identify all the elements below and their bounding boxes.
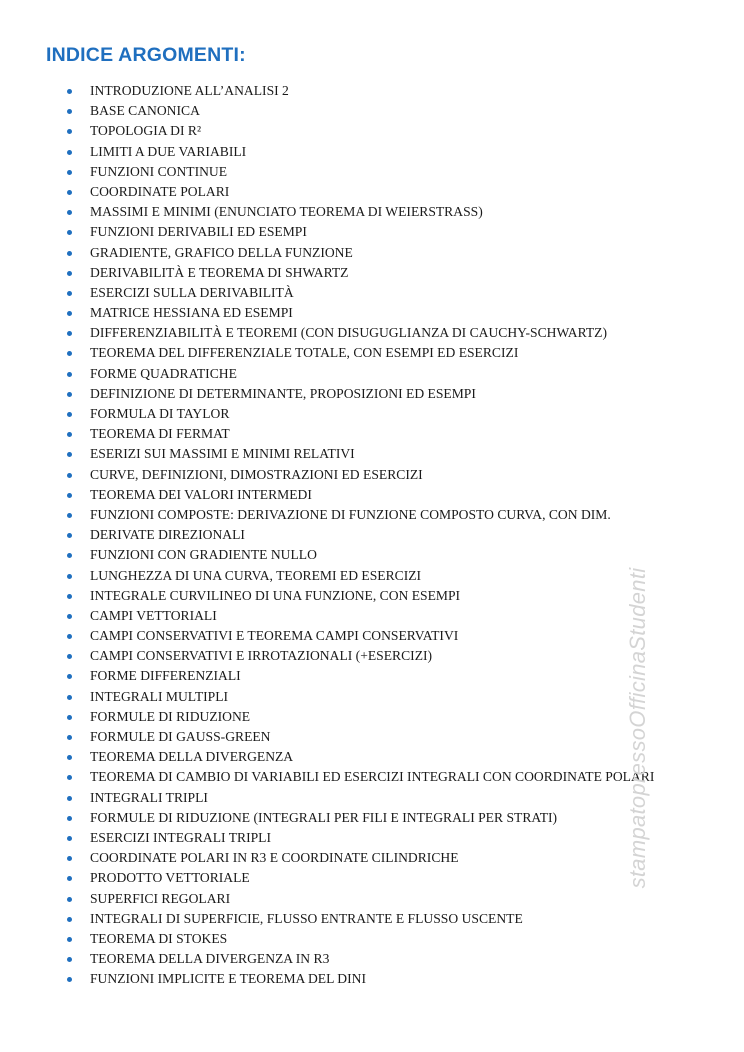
list-item-text: CAMPI CONSERVATIVI E TEOREMA CAMPI CONSERVATIVI bbox=[90, 628, 459, 644]
list-item-text: TEOREMA DEI VALORI INTERMEDI bbox=[90, 486, 312, 502]
bullet-icon bbox=[67, 210, 72, 215]
list-item bbox=[0, 182, 654, 202]
bullet-icon bbox=[67, 674, 72, 679]
list-item-text: DIFFERENZIABILITÀ E TEOREMI (CON DISUGUGLIANZA DI CAUCHY-SCHWARTZ) bbox=[90, 325, 607, 341]
bullet-icon bbox=[67, 856, 72, 861]
bullet-icon bbox=[67, 311, 72, 316]
list-item-text: INTRODUZIONE ALL’ANALISI 2 bbox=[90, 83, 289, 98]
list-item-text: FORMULE DI GAUSS-GREEN bbox=[90, 729, 271, 744]
bullet-icon bbox=[67, 614, 72, 619]
list-item bbox=[0, 545, 654, 565]
bullet-icon bbox=[67, 553, 72, 558]
list-item-text: FUNZIONI IMPLICITE E TEOREMA DEL DINI bbox=[90, 971, 366, 987]
list-item bbox=[0, 101, 654, 121]
list-item-text: FUNZIONI CON GRADIENTE NULLO bbox=[90, 547, 317, 563]
list-item-text: BASE CANONICA bbox=[90, 103, 200, 119]
bullet-icon bbox=[67, 755, 72, 760]
list-item bbox=[0, 969, 654, 989]
list-item bbox=[0, 566, 654, 586]
bullet-icon bbox=[67, 897, 72, 902]
list-item-text: TEOREMA DEL DIFFERENZIALE TOTALE, CON ESEMPI ED ESERCIZI bbox=[90, 345, 519, 361]
bullet-icon bbox=[67, 432, 72, 437]
bullet-icon bbox=[67, 735, 72, 740]
bullet-icon bbox=[67, 372, 72, 377]
list-item bbox=[0, 142, 654, 162]
list-item bbox=[0, 909, 654, 929]
list-item bbox=[0, 889, 654, 909]
list-item-text: INTEGRALE CURVILINEO DI UNA FUNZIONE, CON ESEMPI bbox=[90, 587, 461, 603]
bullet-icon bbox=[67, 291, 72, 296]
list-item bbox=[0, 687, 654, 707]
bullet-icon bbox=[67, 170, 72, 175]
bullet-icon bbox=[67, 129, 72, 134]
bullet-icon bbox=[67, 89, 72, 94]
list-item-text: PRODOTTO VETTORIALE bbox=[90, 870, 250, 886]
list-item bbox=[0, 81, 654, 101]
list-item-text: CURVE, DEFINIZIONI, DIMOSTRAZIONI ED ESERCIZI bbox=[90, 466, 423, 482]
list-item bbox=[0, 424, 654, 444]
list-item bbox=[0, 465, 654, 485]
bullet-icon bbox=[67, 493, 72, 498]
bullet-icon bbox=[67, 412, 72, 417]
list-item bbox=[0, 929, 654, 949]
list-item bbox=[0, 646, 654, 666]
list-item bbox=[0, 303, 654, 323]
bullet-icon bbox=[67, 230, 72, 235]
bullet-icon bbox=[67, 977, 72, 982]
list-item bbox=[0, 222, 654, 242]
list-item bbox=[0, 444, 654, 464]
list-item-text: DERIVABILITÀ E TEOREMA DI SHWARTZ bbox=[90, 264, 349, 280]
bullet-icon bbox=[67, 150, 72, 155]
list-item bbox=[0, 343, 654, 363]
list-item-text: COORDINATE POLARI bbox=[90, 183, 230, 199]
list-item-text: ESERIZI SUI MASSIMI E MINIMI RELATIVI bbox=[90, 446, 355, 462]
list-item-text: FORMULE DI RIDUZIONE (INTEGRALI PER FILI E INTEGRALI PER STRATI) bbox=[90, 809, 558, 825]
list-item bbox=[0, 404, 654, 424]
bullet-icon bbox=[67, 816, 72, 821]
list-item bbox=[0, 828, 654, 848]
list-item-text: LUNGHEZZA DI UNA CURVA, TEOREMI ED ESERCIZI bbox=[90, 567, 422, 583]
bullet-icon bbox=[67, 392, 72, 397]
bullet-icon bbox=[67, 513, 72, 518]
list-item bbox=[0, 586, 654, 606]
bullet-icon bbox=[67, 574, 72, 579]
list-item bbox=[0, 323, 654, 343]
list-item bbox=[0, 727, 654, 747]
list-item-text: GRADIENTE, GRAFICO DELLA FUNZIONE bbox=[90, 244, 353, 260]
list-item-text: TEOREMA DELLA DIVERGENZA IN R3 bbox=[90, 951, 330, 967]
list-item-text: FUNZIONI CONTINUE bbox=[90, 163, 228, 179]
list-item-text: CAMPI CONSERVATIVI E IRROTAZIONALI (+ESERCIZI) bbox=[90, 648, 433, 664]
list-item-text: COORDINATE POLARI IN R3 E COORDINATE CILINDRICHE bbox=[90, 850, 459, 866]
bullet-icon bbox=[67, 271, 72, 276]
bullet-icon bbox=[67, 796, 72, 801]
list-item-text: DERIVATE DIREZIONALI bbox=[90, 527, 245, 543]
bullet-icon bbox=[67, 836, 72, 841]
bullet-icon bbox=[67, 331, 72, 336]
list-item bbox=[0, 707, 654, 727]
list-item-text: INTEGRALI TRIPLI bbox=[90, 789, 208, 805]
bullet-icon bbox=[67, 695, 72, 700]
list-item-text: FUNZIONI COMPOSTE: DERIVAZIONE DI FUNZIONE COMPOSTO CURVA, CON DIM. bbox=[90, 506, 611, 522]
list-item-text: FORME QUADRATICHE bbox=[90, 365, 237, 381]
list-item bbox=[0, 364, 654, 384]
list-item bbox=[0, 121, 654, 141]
list-item-text: FORMULE DI RIDUZIONE bbox=[90, 708, 251, 724]
bullet-icon bbox=[67, 473, 72, 478]
bullet-icon bbox=[67, 533, 72, 538]
bullet-icon bbox=[67, 715, 72, 720]
bullet-icon bbox=[67, 190, 72, 195]
bullet-icon bbox=[67, 109, 72, 114]
list-item bbox=[0, 384, 654, 404]
page-title: INDICE ARGOMENTI: bbox=[46, 44, 246, 66]
bullet-icon bbox=[67, 452, 72, 457]
bullet-icon bbox=[67, 775, 72, 780]
list-item-text: CAMPI VETTORIALI bbox=[90, 607, 217, 623]
bullet-icon bbox=[67, 937, 72, 942]
bullet-icon bbox=[67, 594, 72, 599]
list-item bbox=[0, 263, 654, 283]
list-item-text: LIMITI A DUE VARIABILI bbox=[90, 143, 247, 159]
bullet-icon bbox=[67, 634, 72, 639]
list-item bbox=[0, 868, 654, 888]
list-item-text: DEFINIZIONE DI DETERMINANTE, PROPOSIZIONI ED ESEMPI bbox=[90, 385, 476, 401]
list-item-text: TEOREMA DELLA DIVERGENZA bbox=[90, 749, 294, 765]
list-item-text: MASSIMI E MINIMI (ENUNCIATO TEOREMA DI WEIERSTRASS) bbox=[90, 204, 483, 220]
watermark: stampatopressoOfficinaStudenti bbox=[625, 567, 650, 889]
list-item bbox=[0, 626, 654, 646]
list-item bbox=[0, 848, 654, 868]
list-item-text: MATRICE HESSIANA ED ESEMPI bbox=[90, 305, 293, 321]
list-item bbox=[0, 505, 654, 525]
bullet-icon bbox=[67, 251, 72, 256]
list-item-text: INTEGRALI MULTIPLI bbox=[90, 688, 229, 704]
list-item bbox=[0, 788, 654, 808]
bullet-icon bbox=[67, 957, 72, 962]
bullet-icon bbox=[67, 876, 72, 881]
list-item bbox=[0, 808, 654, 828]
list-item bbox=[0, 243, 654, 263]
bullet-icon bbox=[67, 351, 72, 356]
list-item bbox=[0, 767, 654, 787]
list-item-text: TEOREMA DI FERMAT bbox=[90, 426, 230, 442]
list-item bbox=[0, 162, 654, 182]
list-item bbox=[0, 485, 654, 505]
list-item-text: FORME DIFFERENZIALI bbox=[90, 668, 241, 684]
list-item bbox=[0, 949, 654, 969]
list-item bbox=[0, 666, 654, 686]
list-item-text: TEOREMA DI STOKES bbox=[90, 930, 228, 946]
list-item bbox=[0, 525, 654, 545]
list-item-text: TEOREMA DI CAMBIO DI VARIABILI ED ESERCIZI INTEGRALI CON COORDINATE POLARI bbox=[90, 769, 655, 785]
list-item bbox=[0, 202, 654, 222]
list-item-text: ESERCIZI SULLA DERIVABILITÀ bbox=[90, 284, 294, 300]
list-item-text: ESERCIZI INTEGRALI TRIPLI bbox=[90, 829, 271, 845]
list-item bbox=[0, 283, 654, 303]
bullet-icon bbox=[67, 917, 72, 922]
topic-list bbox=[0, 81, 654, 989]
bullet-icon bbox=[67, 654, 72, 659]
list-item-text: FORMULA DI TAYLOR bbox=[90, 406, 230, 421]
list-item-text: INTEGRALI DI SUPERFICIE, FLUSSO ENTRANTE E FLUSSO USCENTE bbox=[90, 910, 523, 926]
list-item bbox=[0, 606, 654, 626]
list-item-text: TOPOLOGIA DI R² bbox=[90, 123, 202, 139]
list-item bbox=[0, 747, 654, 767]
list-item-text: FUNZIONI DERIVABILI ED ESEMPI bbox=[90, 224, 307, 240]
list-item-text: SUPERFICI REGOLARI bbox=[90, 890, 231, 906]
